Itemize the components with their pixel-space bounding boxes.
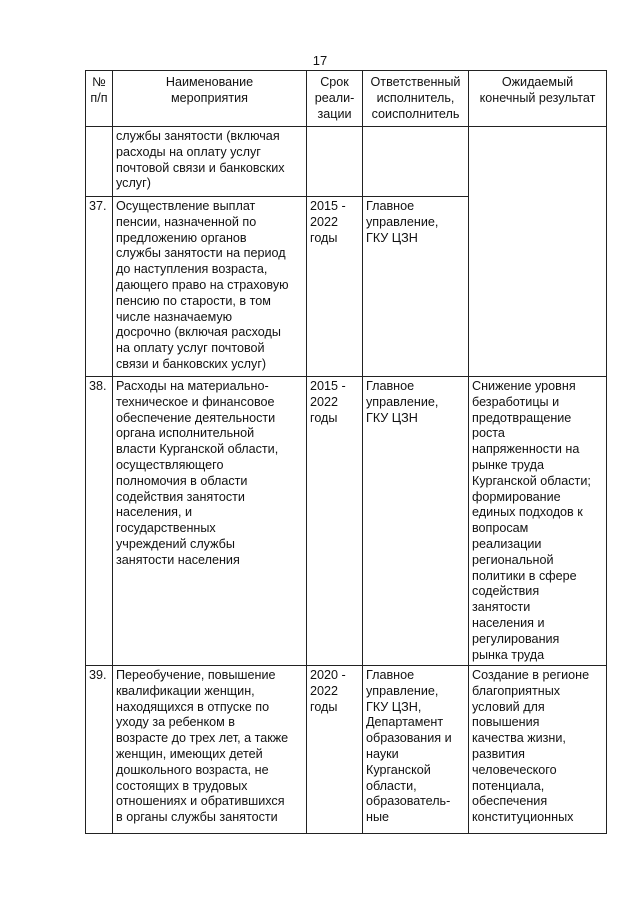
row-term: 2020 - 2022 годы xyxy=(307,666,363,834)
header-num: № п/п xyxy=(86,71,113,127)
row-executor: Главное управление, ГКУ ЦЗН xyxy=(363,377,469,666)
row-term xyxy=(307,127,363,197)
row-name: Расходы на материально- техническое и финансовое обеспечение деятельности органа исполнительной власти Курганской области, осуществляющего полномочия в области содействия занятости населения, и государственных учреждений службы занятости населения xyxy=(113,377,307,666)
row-result: Создание в регионе благоприятных условий для повышения качества жизни, развития человеческого потенциала, обеспечения конституционных xyxy=(469,666,607,834)
header-executor: Ответственный исполнитель, соисполнитель xyxy=(363,71,469,127)
table-row xyxy=(86,377,607,666)
header-result: Ожидаемый конечный результат xyxy=(469,71,607,127)
row-result: Снижение уровня безработицы и предотвращение роста напряженности на рынке труда Курганской области; формирование единых подходов к вопросам реализации региональной политики в сфере содействия занятости населения и регулирования рынка труда xyxy=(469,377,607,666)
row-result-merged xyxy=(469,127,607,377)
row-executor: Главное управление, ГКУ ЦЗН xyxy=(363,197,469,377)
measures-table xyxy=(85,70,607,834)
row-name: Переобучение, повышение квалификации женщин, находящихся в отпуске по уходу за ребенком в возрасте до трех лет, а также женщин, имеющих детей дошкольного возраста, не состоящих в трудовых отношениях и обратившихся в органы службы занятости xyxy=(113,666,307,834)
row-num: 39. xyxy=(86,666,113,834)
row-executor: Главное управление, ГКУ ЦЗН, Департамент образования и науки Курганской области, образователь- ные xyxy=(363,666,469,834)
table-row xyxy=(86,127,607,197)
row-num xyxy=(86,127,113,197)
row-num: 38. xyxy=(86,377,113,666)
row-executor xyxy=(363,127,469,197)
row-name: Осуществление выплат пенсии, назначенной по предложению органов службы занятости на период до наступления возраста, дающего право на страховую пенсию по старости, в том числе назначаемую досрочно (включая расходы на оплату услуг почтовой связи и банковских услуг) xyxy=(113,197,307,377)
row-num: 37. xyxy=(86,197,113,377)
header-term: Срок реали- зации xyxy=(307,71,363,127)
row-name: службы занятости (включая расходы на оплату услуг почтовой связи и банковских услуг) xyxy=(113,127,307,197)
header-name: Наименование мероприятия xyxy=(113,71,307,127)
row-term: 2015 - 2022 годы xyxy=(307,197,363,377)
page-number: 17 xyxy=(312,53,328,68)
table-row xyxy=(86,666,607,834)
table-header-row xyxy=(86,71,607,127)
row-term: 2015 - 2022 годы xyxy=(307,377,363,666)
